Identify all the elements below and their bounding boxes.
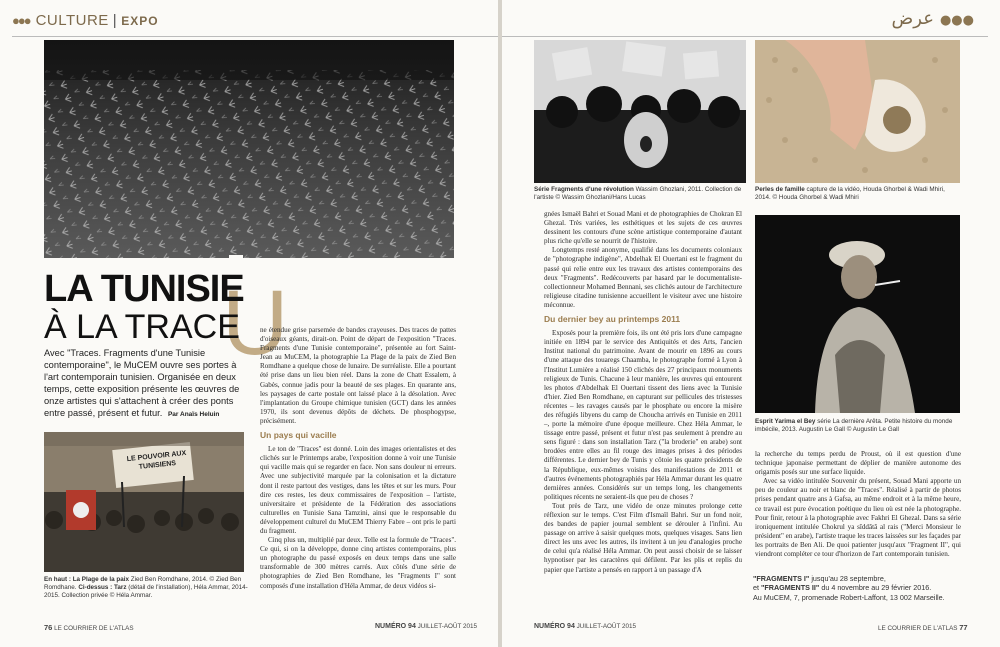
fragments-1-dates: jusqu'au 28 septembre, — [811, 574, 886, 583]
banner-line1: LE POUVOIR AUX — [126, 449, 187, 464]
issue-date: JUILLET-AOÛT 2015 — [417, 623, 477, 630]
headline-line1: LA TUNISIE — [44, 268, 244, 310]
banner-line2: TUNISIENS — [138, 460, 177, 471]
paragraph: Avec sa vidéo intitulée Souvenir du présent, Souad Mani apporte un peu de couleur au noir et blanc de "Traces". Réalisé à partir de photos prises pendant quatre ans à Gafsa, au même endroit et à la même heure, ce travail est pure évocation poétique du lieu où est née la photographe. Pour finir, retour à la photographie avec Fakhri El Ghezal. Dans sa série ironiquement intitulée Chokrul ya sîddâtâ al rais ("Merci Monsieur le président" en arabe), l'artiste traque les traces laissées sur les façades par les portraits de Ben Ali. De quoi patienter jusqu'aux "Fragment II", qui viendront compléter ce tour d'horizon de l'art contemporain tunisien. — [755, 477, 961, 559]
fragments-2-dates: du 4 novembre au 29 février 2016. — [821, 583, 932, 593]
family-pearls-photo — [755, 40, 960, 183]
issue-date: JUILLET-AOÛT 2015 — [576, 623, 636, 630]
issue-number: NUMÉRO 94 — [534, 623, 575, 630]
issue-number: NUMÉRO 94 — [375, 623, 416, 630]
fragments-1-title: "FRAGMENTS I" — [753, 574, 810, 583]
drop-cap: U — [222, 272, 289, 374]
caption-label: En haut : — [44, 576, 71, 583]
caption-title: La Plage de la paix — [72, 576, 130, 583]
rubric-rule — [502, 36, 988, 37]
caption-title: Esprit Yarima el Bey — [755, 418, 816, 425]
lede-text: Avec "Traces. Fragments d'une Tunisie contemporaine", le MuCEM ouvre ses portes à l'art contemporain tunisien. Organisée en deux temps, cette exposition présente les œuvres de onze artistes qui s'attachent à créer des ponts entre passé, présent et futur. — [44, 348, 240, 418]
paragraph: Le ton de "Traces" est donné. Loin des images orientalistes et des clichés sur le Printemps arabe, l'exposition donne à voir une Tunisie qui vacille mais qui se regarder en face. Non sans douleur ni erreurs. Avec une subjectivité marquée par la colonisation et la dictature dont il reste partout des vestiges, dans les têtes et sur les murs. Pour dire ces restes, les deux commissaires de l'exposition – l'artiste, universitaire et présidente de la Fédération des associations culturelles en Tunisie Sana Tamzini, ainsi que le responsable du développement culturel du MuCEM Thierry Fabre – ont pris le parti du fragment. — [260, 445, 456, 535]
folio-left-issue — [375, 623, 477, 630]
subheading: Du dernier bey au printemps 2011 — [544, 314, 681, 325]
info-connector: et — [753, 583, 759, 593]
page-number: 76 — [44, 623, 53, 632]
fragments-2-title: "FRAGMENTS II" — [761, 583, 820, 593]
paragraph: Tout près de Tarz, une vidéo de onze minutes prolonge cette réflexion sur le temps. C'est Film d'Ismaïl Bahri. Sur un fond noir, des bandes de papier journal semblent se dérouler à l'infini. Au passage on arrive à saisir quelques mots, quelques visages. Sans lien direct les uns avec les autres, ils invitent à un jeu d'analogies proche de celui qu'a réalisé Héla Ammar. On peut aussi choisir de se laisser hypnotiser par les caractères qui défilent. Par les plis et replis du papier que l'artiste a pensés en rapport à un passage d'A — [544, 501, 742, 574]
photo2-caption — [755, 186, 961, 202]
photo3-caption — [755, 418, 961, 434]
three-dot-icon: ●●● — [12, 13, 30, 28]
left-caption — [44, 576, 249, 600]
caption-credit: série La dernière Arêta. Petite histoire du monde imbécile, 2013. Augustin Le Gall © Augustin Le Gall — [755, 418, 953, 433]
folio-right — [878, 623, 968, 632]
rubric-rule — [12, 36, 498, 37]
caption-title: Série Fragments d'une révolution — [534, 186, 634, 193]
photo1-caption — [534, 186, 748, 202]
article-column-2 — [544, 210, 742, 575]
venue-address: Au MuCEM, 7, promenade Robert-Laffont, 13 002 Marseille. — [753, 592, 945, 602]
caption-credit: capture de la vidéo, Houda Ghorbel & Wadi Mhiri, 2014. © Houda Ghorbel & Wadi Mhiri — [755, 186, 945, 201]
caption-credit: Zied Ben Romdhane, 2014. © Zied Ben Romdhane. — [44, 576, 242, 591]
revolution-photo — [534, 40, 746, 183]
page-number: 77 — [959, 623, 968, 632]
paragraph: ne étendue grise parsemée de bandes crayeuses. Des traces de pattes d'oiseaux géants, dirait-on. Point de départ de l'exposition "Traces. Fragments d'une Tunisie contemporaine", présentée au fort Saint-Jean au MuCEM, la photographie La Plage de la paix de Zied Ben Romdhane a quelque chose de lunaire. De surréaliste. Elle a pourtant été prise dans un lieu bien réel. Dans la zone de Chatt Essalem, à Gabès, connue jadis pour la beauté de ses plages. En quarante ans, les paysages de carte postale ont laissé place à la désolation. Avec l'implantation du Groupe chimique tunisien (GCT) dans les années 1970, ils sont devenus dépôts de déchets. De phosphogypse, précisément. — [260, 326, 456, 425]
byline: Par Anaïs Heluin — [167, 411, 220, 418]
subheading: Un pays qui vacille — [260, 430, 337, 441]
paragraph: Exposés pour la première fois, ils ont été pris lors d'une campagne initiée en 1894 par le service des Antiquités et des Arts, l'ancien Institut national du patrimoine. Avant de mourir en 1896 au cours d'une attaque des touaregs Chaamba, le photographe formé à Lyon à l'Institut Lumière a réalisé 150 clichés des 27 principaux monuments religieux de Tunis. Chacune à leur manière, les œuvres qui entourent les photos d'Abdelhak El Ouertani tissent des liens avec la Tunisie d'hier. Zied Ben Romdhane, en capturant sur pellicules des tristesses récentes – les ravages causés par le phosphate ou encore la misère des réfugiés libyens du camp de Choucha arrivés en Tunisie en 2011 –, porte la mémoire d'une époque meilleure. Chez Héla Ammar, le tissage entre passé, présent et futur n'est pas seulement à prendre au sens figuré : dans son installation Tarz ("la broderie" en arabe) sont brodées entre elles au fil rouge des images prises à des périodes différentes. Le dernier bey de Tunis y côtoie les quatre présidents de la République, eux-mêmes voisins des manifestations de 2011 et d'autres événements photographiés par Héla Ammar durant les quatre dernières années. Considérés sur un temps long, les changements politiques récents ne seraient-ils que peu de choses ? — [544, 329, 742, 501]
paragraph: Longtemps resté anonyme, qualifié dans les documents coloniaux de "photographe indigène", Abdelhak El Ouertani est le fragment du passé qui relie entre eux les travaux des artistes contemporains des deux "Fragments". Redécouverts par hasard par le documentaliste-collectionneur Mohamed Bennani, ses clichés autour de l'architecture religieuse citadine tunisienne accueillent le visiteur avec une histoire méconnue. — [544, 246, 742, 309]
paragraph: la recherche du temps perdu de Proust, où il est question d'une technique japonaise permettant de déplier de manière autonome des origamis posés sur une surface liquide. — [755, 450, 961, 477]
caption-credit: (détail de l'installation), Héla Ammar, 2014-2015. Collection privée © Héla Ammar. — [44, 584, 248, 599]
paragraph: Cinq plus un, multiplié par deux. Telle est la formule de "Traces". Ce qui, si on la développe, donne cinq artistes contemporains, plus un photographe du passé exposés en deux temps dans une salle transformable de 300 mètres carrés. Aux côtés d'une série de photographies de Zied Ben Romdhane, les "Fragments I" sont composés d'une installation d'Héla Ammar, de deux vidéos si- — [260, 536, 456, 590]
arabic-section: عرض — [891, 8, 934, 29]
arabic-rubric — [892, 8, 974, 29]
magazine-name: LE COURRIER DE L'ATLAS — [878, 625, 958, 632]
caption-title: Tarz — [114, 584, 127, 591]
headline-line2: À LA TRACE — [44, 308, 240, 346]
magazine-name: LE COURRIER DE L'ATLAS — [54, 625, 134, 632]
right-page — [502, 0, 1000, 647]
folio-right-issue — [534, 623, 636, 630]
folio-left — [44, 623, 134, 632]
caption-title: Perles de famille — [755, 186, 805, 193]
section-rubric: ●●● CULTURE | EXPO — [12, 12, 159, 29]
protest-photo — [44, 432, 244, 572]
lede — [44, 347, 244, 421]
caption-label: Ci-dessus : — [78, 584, 113, 591]
paragraph: gnées Ismaël Bahri et Souad Mani et de photographies de Chokran El Ghezal. Très variées, les esthétiques et les sujets de ces œuvres dessinent les contours d'une scène artistique contemporaine d'autant plus riche qu'elle se nourrit de l'histoire. — [544, 210, 742, 246]
article-column-1 — [260, 326, 456, 591]
left-page — [0, 0, 498, 647]
exhibition-info — [753, 574, 963, 602]
three-dot-icon: ●●● — [939, 13, 974, 28]
beach-photo — [44, 40, 454, 258]
article-headline — [44, 270, 244, 346]
caption-credit: Wassim Ghozlani, 2011. Collection de l'artiste © Wassim Ghozlani/Hans Lucas — [534, 186, 742, 201]
bey-portrait-photo — [755, 215, 960, 413]
article-column-3 — [755, 450, 961, 559]
